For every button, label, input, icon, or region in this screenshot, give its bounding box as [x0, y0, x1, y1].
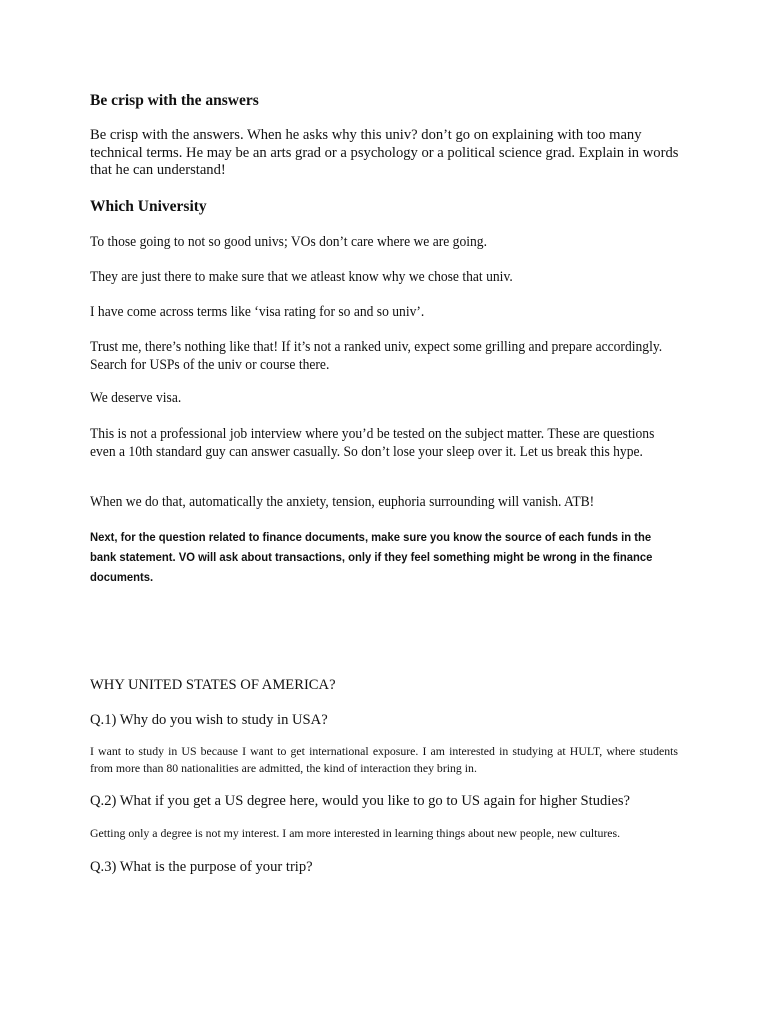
- heading-be-crisp: Be crisp with the answers: [90, 92, 259, 109]
- paragraph-not-professional-interview: This is not a professional job interview where you’d be tested on the subject matter. These are questions even a 10th standard guy can answer casually. So don’t lose your sleep over it. Let us break this hype.: [90, 426, 655, 460]
- paragraph-we-deserve-visa: We deserve visa.: [90, 390, 182, 406]
- paragraph-be-crisp: Be crisp with the answers. When he asks why this univ? don’t go on explaining with too many technical terms. He may be an arts grad or a psychology or a political science grad. Explain in words that he can understand!: [90, 127, 679, 178]
- paragraph-finance-documents: Next, for the question related to finance documents, make sure you know the source of each funds in the bank statement. VO will ask about transactions, only if they feel something might be wrong in the finance documents.: [90, 531, 653, 584]
- paragraph-why-we-chose: They are just there to make sure that we atleast know why we chose that univ.: [90, 269, 513, 285]
- paragraph-not-so-good-univs: To those going to not so good univs; VOs don’t care where we are going.: [90, 234, 487, 250]
- paragraph-anxiety-vanish: When we do that, automatically the anxiety, tension, euphoria surrounding will vanish. ATB!: [90, 494, 595, 510]
- paragraph-visa-rating: I have come across terms like ‘visa rating for so and so univ’.: [90, 304, 425, 320]
- answer-2: Getting only a degree is not my interest. I am more interested in learning things about new people, new cultures.: [90, 826, 621, 840]
- question-2: Q.2) What if you get a US degree here, would you like to go to US again for higher Studies?: [90, 793, 630, 809]
- answer-1: I want to study in US because I want to get international exposure. I am interested in studying at HULT, where students from more than 80 nationalities are admitted, the kind of interaction they bring in.: [90, 744, 678, 775]
- question-1: Q.1) Why do you wish to study in USA?: [90, 712, 328, 728]
- paragraph-trust-me: Trust me, there’s nothing like that! If it’s not a ranked univ, expect some grilling and prepare accordingly. Search for USPs of the univ or course there.: [90, 339, 663, 373]
- section-title-why-usa: WHY UNITED STATES OF AMERICA?: [90, 677, 336, 693]
- heading-which-university: Which University: [90, 198, 207, 215]
- question-3: Q.3) What is the purpose of your trip?: [90, 859, 313, 875]
